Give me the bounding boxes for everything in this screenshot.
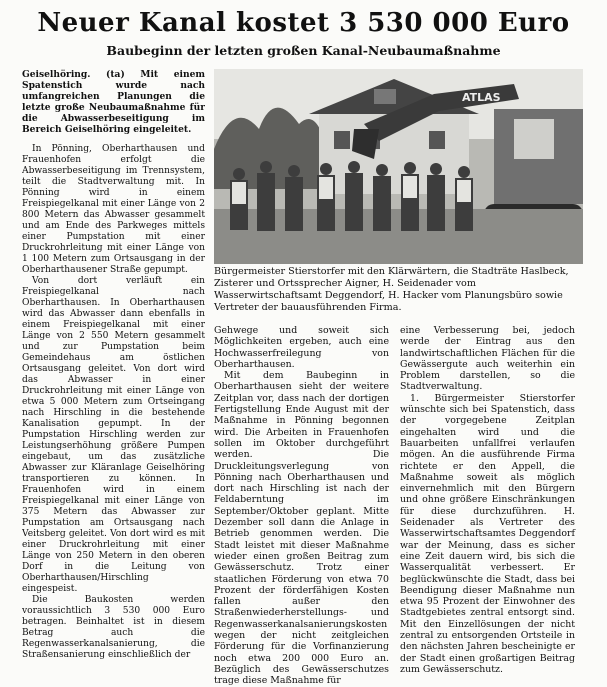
article-photo xyxy=(214,69,583,264)
body-paragraph: 1. Bürgermeister Stierstorfer wünschte sich bei Spatenstich, dass der vorgegebene Zeitplan eingehalten wird und die Bauarbeiten unfallfrei verlaufen mögen. An die ausführende Firma richtete er den Appell, die Maßnahme soweit als möglich einvernehmlich mit den Bürgern und ohne größere Einschränkungen für diese durchzuführen. H. Seidenader als Vertreter des Wasserwirtschaftsamtes Deggendorf war der Meinung, dass es sicher eine Zeit dauern wird, bis sich die Wasserqualität verbessert. Er beglückwünschte die Stadt, dass bei Beendigung dieser Maßnahme nun etwa 95 Prozent der Einwohner des Stadtgebietes zentral entsorgt sind. Mit den Einzellösungen der nicht zentral zu entsorgenden Ortsteile in den nächsten Jahren bescheinigte er der Stadt einen großartigen Beitrag zum Gewässerschutz. xyxy=(400,392,575,675)
subheadline: Baubeginn der letzten großen Kanal-Neubaumaßnahme xyxy=(106,43,501,58)
article-column-3 xyxy=(400,325,575,675)
body-paragraph: Die Baukosten werden voraussichtlich 3 530 000 Euro betragen. Beinhaltet ist in diesem Betrag auch die Regenwasserkanalsanierung, die Straßensanierung einschließlich der xyxy=(22,595,205,660)
lead-paragraph: Geiselhöring. (ta) Mit einem Spatenstich wurde nach umfangreichen Planungen die letzte große Neubaumaßnahme für die Abwasserbeseitigung im Bereich Geiselhöring eingeleitet. xyxy=(22,69,205,135)
body-paragraph: Von dort verläuft ein Freispiegelkanal nach Oberharthausen. In Oberharthausen wird das Abwasser dann ebenfalls in einem Freispiegelkanal mit einer Länge von 2 550 Metern gesammelt und zur Pumpstation beim Gemeindehaus am östlichen Ortsausgang geleitet. Von dort wird das Abwasser in einer Druckrohrleitung mit einer Länge von etwa 5 000 Metern zum Ortseingang nach Hirschling in die bestehende Kanalisation gepumpt. In der Pumpstation Hirschling werden zur Leistungserhöhung größere Pumpen eingebaut, um das zusätzliche Abwasser zur Kläranlage Geiselhöring transportieren zu können. In Frauenhofen wird in einem Freispiegelkanal mit einer Länge von 375 Metern das Abwasser zur Pumpstation am Ortsausgang nach Veitsberg geleitet. Von dort wird es mit einer Druckrohrleitung mit einer Länge von 250 Metern in den oberen Dorf in die Leitung von Oberharthausen/Hirschling eingespeist. xyxy=(22,276,205,594)
photo-illustration xyxy=(214,69,583,264)
photo-caption: Bürgermeister Stierstorfer mit den Klärwärtern, die Stadträte Haslbeck, Zisterer und Ortssprecher Aigner, H. Seidenader vom Wasserwirtschaftsamt Deggendorf, H. Hacker vom Planungsbüro sowie Vertreter der bauausführenden Firma. xyxy=(214,266,569,313)
body-paragraph: eine Verbesserung bei, jedoch werde der Eintrag aus den landwirtschaftlichen Flächen für die Gewässergute auch weiterhin ein Problem darstellen, so die Stadtverwaltung. xyxy=(400,325,575,393)
article-column-1 xyxy=(22,69,205,669)
machine-label: ATLAS xyxy=(462,91,501,104)
body-paragraph: Mit dem Baubeginn in Oberharthausen sieht der weitere Zeitplan vor, dass nach der dortigen Fertigstellung Ende August mit der Maßnahme in Pönning begonnen wird. Die Arbeiten in Frauenhofen sollen im Oktober durchgeführt werden. Die Druckleitungsverlegung von Pönning nach Oberharthausen und dort nach Hirschling ist nach der Feldaberntung im September/Oktober geplant. Mitte Dezember soll dann die Anlage in Betrieb genommen werden. Die Stadt leistet mit dieser Maßnahme wieder einen großen Beitrag zum Gewässerschutz. Trotz einer staatlichen Förderung von etwa 70 Prozent der förderfähigen Kosten fallen außer den Straßenwiederherstellungs- und Regenwasserkanalsanierungskosten wegen der nicht zeitgleichen Förderung für die Vorfinanzierung noch etwa 200 000 Euro an. Bezüglich des Gewässerschutzes trage diese Maßnahme für xyxy=(214,370,389,687)
body-paragraph: In Pönning, Oberharthausen und Frauenhofen erfolgt die Abwasserbeseitigung im Trennsystem, teilt die Stadtverwaltung mit. In Pönning wird in einem Freispiegelkanal mit einer Länge von 2 800 Metern das Abwasser gesammelt und am Ende des Parkweges mittels einer Pumpstation mit einer Druckrohrleitung mit einer Länge von 1 100 Metern zum Ortsausgang in der Oberharthausener Straße gepumpt. xyxy=(22,144,205,275)
body-paragraph: Gehwege und soweit sich Möglichkeiten ergeben, auch eine Hochwasserfreilegung von Oberharthausen. xyxy=(214,325,389,370)
headline: Neuer Kanal kostet 3 530 000 Euro xyxy=(37,8,570,38)
article-column-2 xyxy=(214,325,389,687)
